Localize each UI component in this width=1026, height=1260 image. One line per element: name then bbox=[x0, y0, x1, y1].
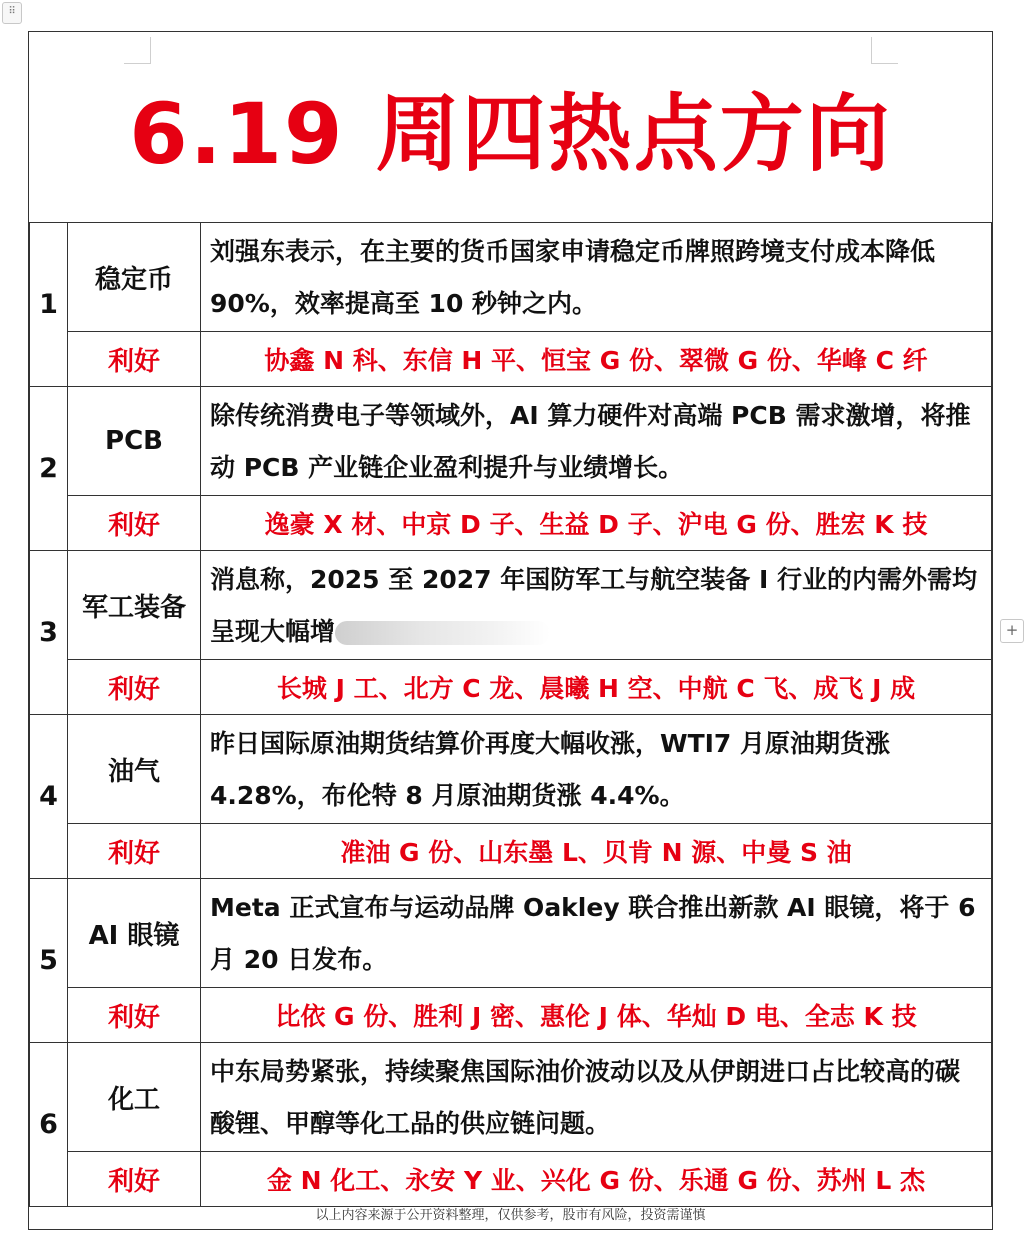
benefit-row bbox=[30, 660, 992, 715]
benefit-stocks: 比依 G 份、胜利 J 密、惠伦 J 体、华灿 D 电、全志 K 技 bbox=[201, 988, 992, 1043]
description-text: 刘强东表示，在主要的货币国家申请稳定币牌照跨境支付成本降低 90%，效率提高至 10 秒钟之内。 bbox=[210, 237, 936, 318]
benefit-label: 利好 bbox=[68, 660, 201, 715]
topic-description bbox=[201, 879, 992, 988]
topic-name: AI 眼镜 bbox=[68, 879, 201, 988]
topic-name: 稳定币 bbox=[68, 223, 201, 332]
row-number: 2 bbox=[30, 387, 68, 551]
row-number: 1 bbox=[30, 223, 68, 387]
benefit-stocks: 逸豪 X 材、中京 D 子、生益 D 子、沪电 G 份、胜宏 K 技 bbox=[201, 496, 992, 551]
benefit-stocks: 准油 G 份、山东墨 L、贝肯 N 源、中曼 S 油 bbox=[201, 824, 992, 879]
topic-name: 军工装备 bbox=[68, 551, 201, 660]
benefit-stocks: 金 N 化工、永安 Y 业、兴化 G 份、乐通 G 份、苏州 L 杰 bbox=[201, 1152, 992, 1207]
benefit-label: 利好 bbox=[68, 496, 201, 551]
benefit-label: 利好 bbox=[68, 988, 201, 1043]
blurred-text-overlay bbox=[335, 621, 550, 645]
benefit-label: 利好 bbox=[68, 1152, 201, 1207]
topics-table bbox=[29, 222, 992, 1207]
description-text: 中东局势紧张，持续聚焦国际油价波动以及从伊朗进口占比较高的碳酸锂、甲醇等化工品的供应链问题。 bbox=[210, 1057, 961, 1138]
topic-row bbox=[30, 879, 992, 988]
topic-description bbox=[201, 1043, 992, 1152]
description-text: 消息称，2025 至 2027 年国防军工与航空装备 I 行业的内需外需均呈现大幅增 bbox=[210, 565, 977, 646]
benefit-row bbox=[30, 824, 992, 879]
row-number: 4 bbox=[30, 715, 68, 879]
drag-handle-icon[interactable]: ⠿ bbox=[2, 2, 22, 24]
topic-name: 化工 bbox=[68, 1043, 201, 1152]
benefit-label: 利好 bbox=[68, 824, 201, 879]
page-title: 6.19 周四热点方向 bbox=[129, 84, 892, 183]
row-number: 5 bbox=[30, 879, 68, 1043]
row-number: 6 bbox=[30, 1043, 68, 1207]
description-text: 除传统消费电子等领域外，AI 算力硬件对高端 PCB 需求激增，将推动 PCB 产业链企业盈利提升与业绩增长。 bbox=[210, 401, 971, 482]
hot-topics-document bbox=[28, 31, 993, 1230]
topic-row bbox=[30, 387, 992, 496]
row-number: 3 bbox=[30, 551, 68, 715]
benefit-stocks: 长城 J 工、北方 C 龙、晨曦 H 空、中航 C 飞、成飞 J 成 bbox=[201, 660, 992, 715]
topic-row bbox=[30, 1043, 992, 1152]
description-text: 昨日国际原油期货结算价再度大幅收涨，WTI7 月原油期货涨 4.28%，布伦特 8 月原油期货涨 4.4%。 bbox=[210, 729, 891, 810]
benefit-row bbox=[30, 332, 992, 387]
disclaimer-footer: 以上内容来源于公开资料整理，仅供参考，股市有风险，投资需谨慎 bbox=[315, 1207, 706, 1223]
topic-row bbox=[30, 715, 992, 824]
topic-row bbox=[30, 223, 992, 332]
topic-name: PCB bbox=[68, 387, 201, 496]
topic-row bbox=[30, 551, 992, 660]
topic-description bbox=[201, 387, 992, 496]
topic-description bbox=[201, 223, 992, 332]
benefit-row bbox=[30, 988, 992, 1043]
benefit-label: 利好 bbox=[68, 332, 201, 387]
topic-description bbox=[201, 551, 992, 660]
benefit-stocks: 协鑫 N 科、东信 H 平、恒宝 G 份、翠微 G 份、华峰 C 纤 bbox=[201, 332, 992, 387]
benefit-row bbox=[30, 496, 992, 551]
description-text: Meta 正式宣布与运动品牌 Oakley 联合推出新款 AI 眼镜，将于 6 月 20 日发布。 bbox=[210, 893, 976, 974]
add-row-button[interactable]: + bbox=[1000, 619, 1024, 643]
topic-name: 油气 bbox=[68, 715, 201, 824]
topic-description bbox=[201, 715, 992, 824]
